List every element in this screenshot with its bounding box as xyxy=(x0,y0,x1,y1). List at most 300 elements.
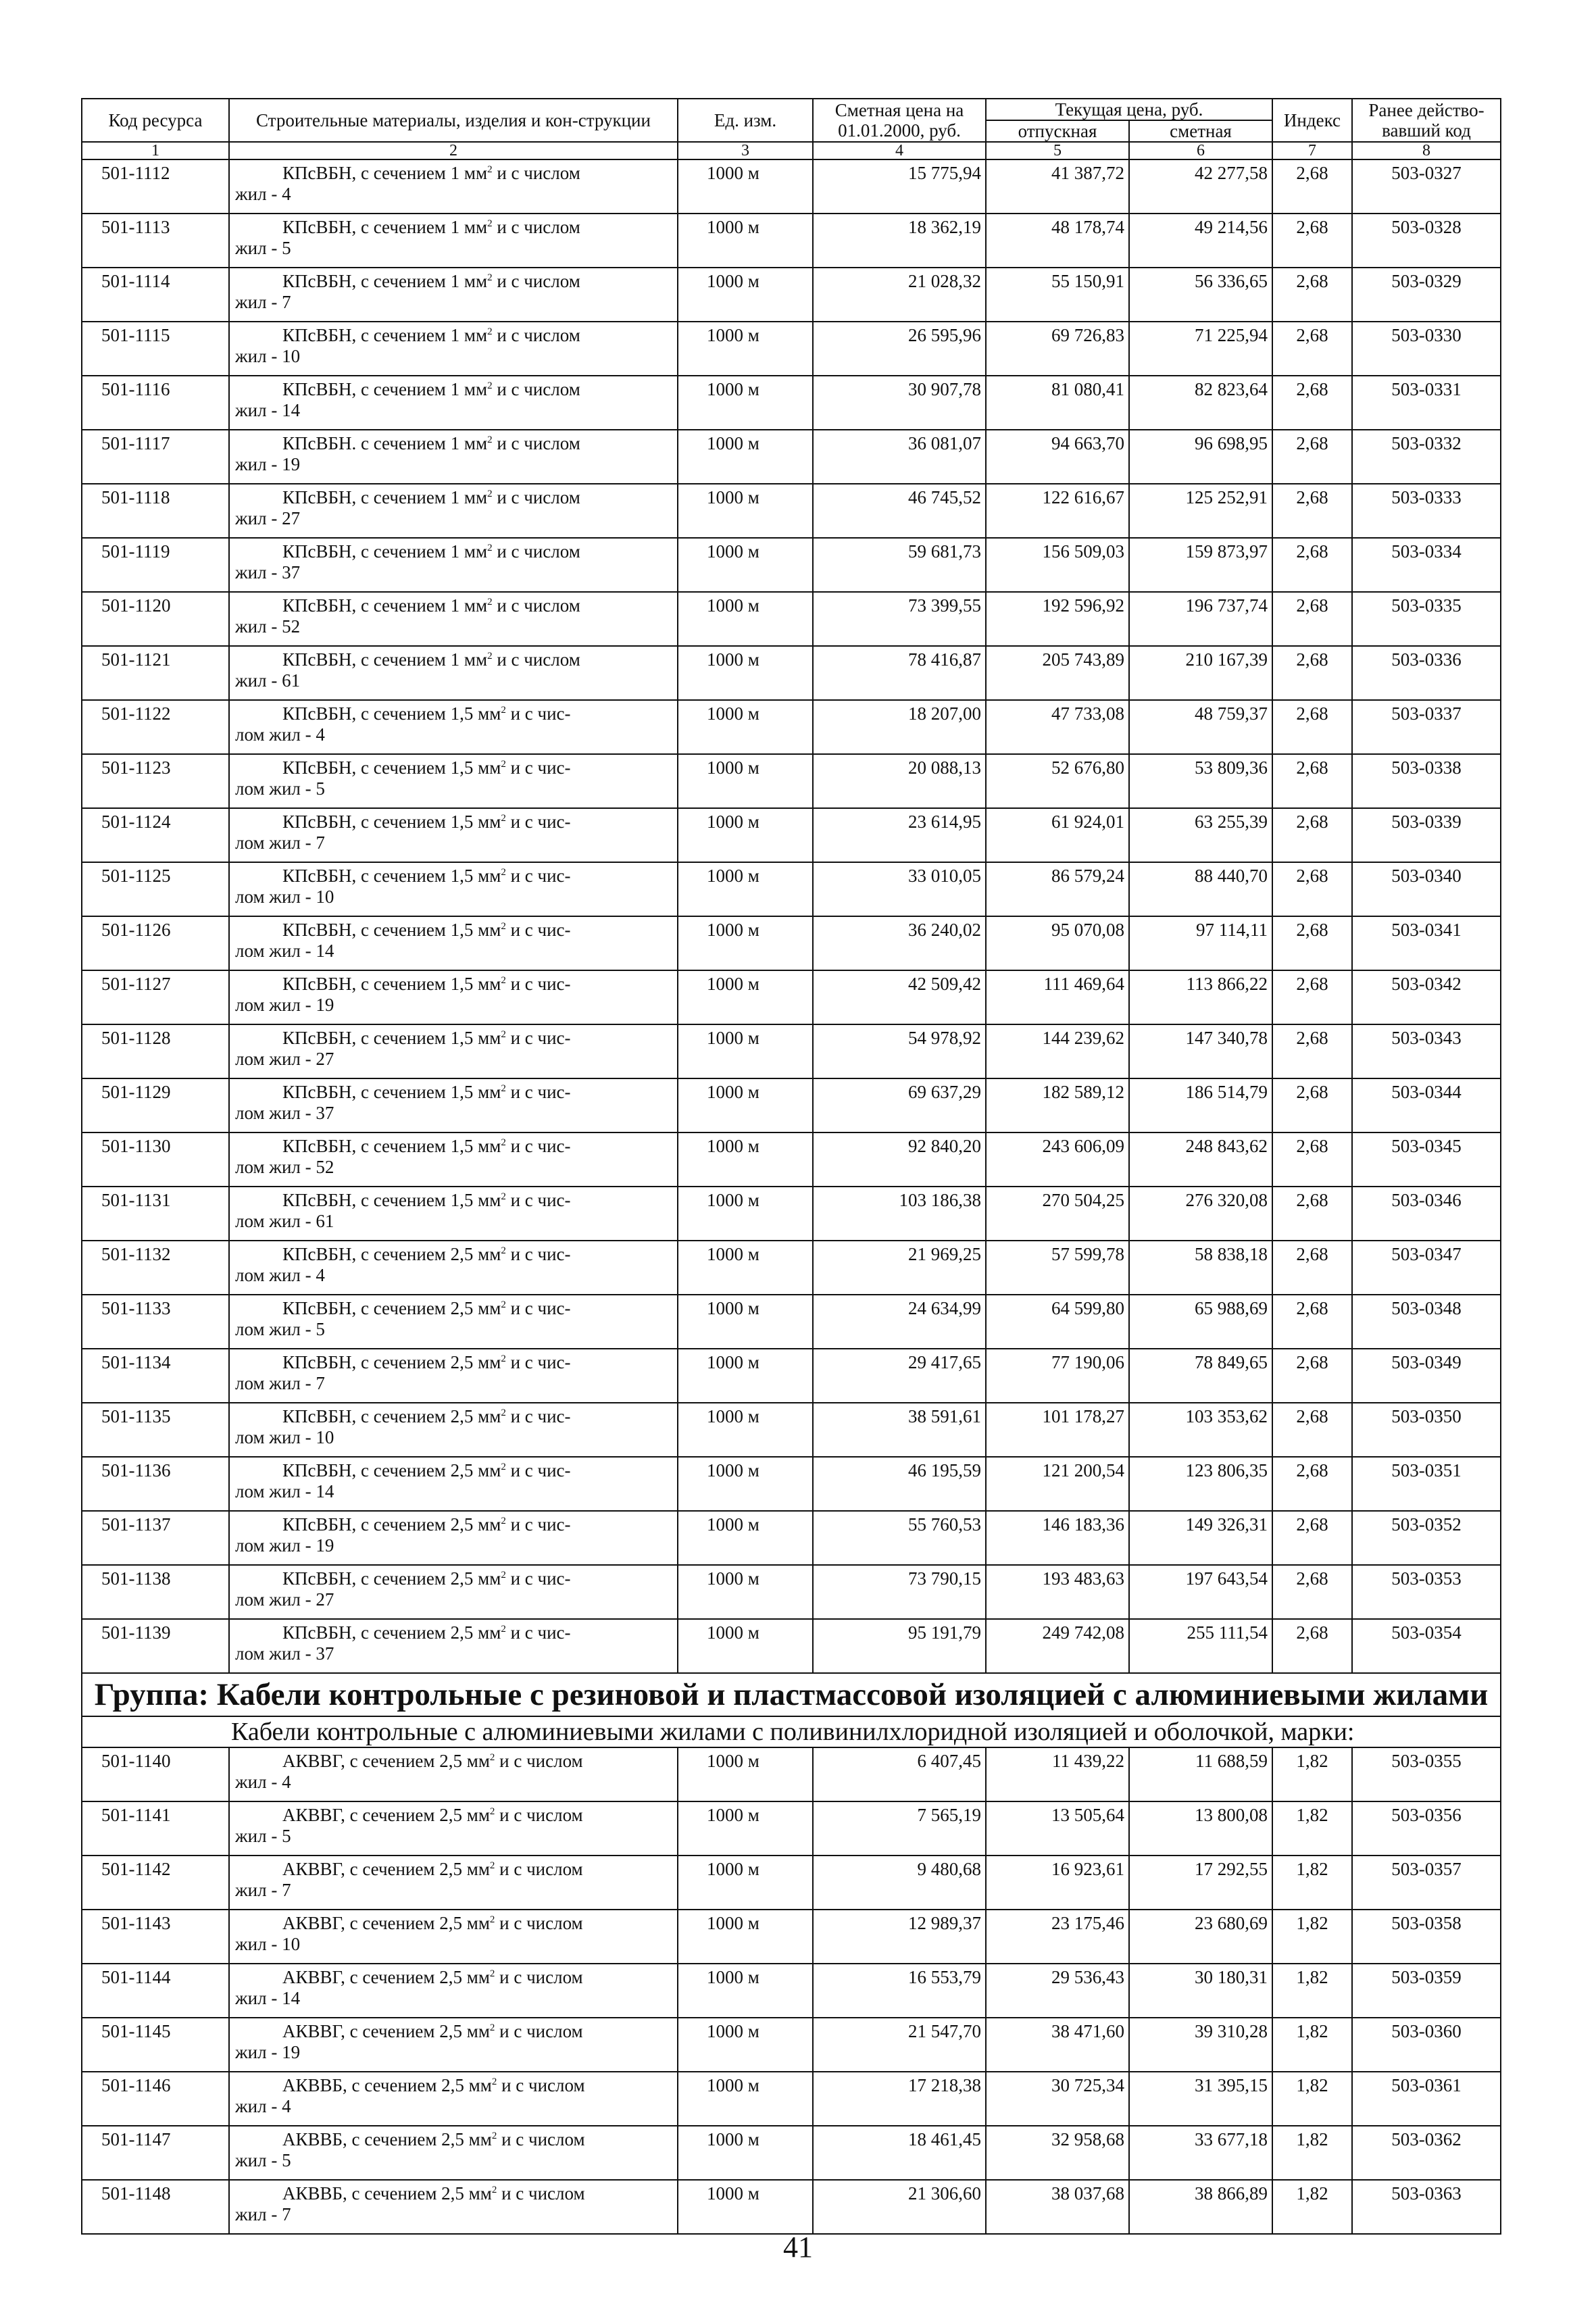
index-cell: 2,68 xyxy=(1272,862,1352,916)
material-name-line1 xyxy=(230,541,677,562)
unit-cell: 1000 м xyxy=(678,916,813,970)
material-name-line2: лом жил - 5 xyxy=(235,778,325,799)
material-name xyxy=(229,1024,678,1078)
wholesale-price-cell: 270 504,25 xyxy=(986,1187,1129,1241)
squared-superscript: 2 xyxy=(489,1860,495,1871)
material-name xyxy=(229,754,678,808)
table-row xyxy=(82,214,1501,268)
base-price-cell: 9 480,68 xyxy=(813,1856,986,1910)
table-row xyxy=(82,1078,1501,1132)
base-price-cell: 103 186,38 xyxy=(813,1187,986,1241)
wholesale-price-cell: 94 663,70 xyxy=(986,430,1129,484)
material-name xyxy=(229,2072,678,2126)
material-name-part2: и с числом xyxy=(497,2183,585,2204)
prev-code-cell: 503-0340 xyxy=(1352,862,1501,916)
resource-code: 501-1119 xyxy=(82,538,229,592)
wholesale-price-cell: 156 509,03 xyxy=(986,538,1129,592)
material-name-line2: жил - 4 xyxy=(235,2096,291,2116)
prev-code-cell: 503-0363 xyxy=(1352,2180,1501,2234)
material-name-part2: и с чис- xyxy=(505,1028,571,1048)
prev-code-cell: 503-0342 xyxy=(1352,970,1501,1024)
table-row xyxy=(82,1295,1501,1349)
material-name-line2: лом жил - 7 xyxy=(235,832,325,853)
material-name-line2: жил - 27 xyxy=(235,508,301,528)
table-row xyxy=(82,592,1501,646)
material-name-part1: КПсВБН, с сечением 2,5 мм xyxy=(282,1460,501,1480)
prev-code-cell: 503-0327 xyxy=(1352,159,1501,214)
material-name-part1: КПсВБН, с сечением 1,5 мм xyxy=(282,974,501,994)
wholesale-price-cell: 69 726,83 xyxy=(986,322,1129,376)
material-name-line1 xyxy=(230,271,677,292)
base-price-cell: 21 969,25 xyxy=(813,1241,986,1295)
material-name-part2: и с числом xyxy=(492,163,580,183)
material-name-part2: и с числом xyxy=(492,379,580,399)
resource-code: 501-1144 xyxy=(82,1964,229,2018)
index-cell: 2,68 xyxy=(1272,430,1352,484)
estimate-price-cell: 39 310,28 xyxy=(1129,2018,1272,2072)
material-name-part1: АКВВБ, с сечением 2,5 мм xyxy=(282,2075,492,2095)
table-row xyxy=(82,646,1501,700)
material-name-line2: лом жил - 4 xyxy=(235,724,325,745)
unit-cell: 1000 м xyxy=(678,700,813,754)
estimate-price-cell: 13 800,08 xyxy=(1129,1801,1272,1856)
table-row xyxy=(82,484,1501,538)
table-row xyxy=(82,1747,1501,1801)
material-name-part1: АКВВГ, с сечением 2,5 мм xyxy=(282,1751,490,1771)
material-name-part1: АКВВГ, с сечением 2,5 мм xyxy=(282,1859,490,1879)
squared-superscript: 2 xyxy=(487,543,493,553)
index-cell: 1,82 xyxy=(1272,2018,1352,2072)
material-name-line1 xyxy=(230,1805,677,1826)
material-name xyxy=(229,1856,678,1910)
unit-cell: 1000 м xyxy=(678,2180,813,2234)
index-cell: 2,68 xyxy=(1272,1241,1352,1295)
base-price-cell: 73 399,55 xyxy=(813,592,986,646)
base-price-cell: 24 634,99 xyxy=(813,1295,986,1349)
material-name-part2: и с числом xyxy=(492,541,580,562)
material-name-line2: жил - 5 xyxy=(235,1826,291,1846)
material-name-part2: и с числом xyxy=(492,217,580,237)
wholesale-price-cell: 81 080,41 xyxy=(986,376,1129,430)
column-number: 3 xyxy=(678,142,813,159)
header-index: Индекс xyxy=(1272,99,1352,142)
squared-superscript: 2 xyxy=(501,705,506,716)
table-row xyxy=(82,862,1501,916)
table-row xyxy=(82,159,1501,214)
table-row xyxy=(82,1349,1501,1403)
index-cell: 2,68 xyxy=(1272,268,1352,322)
resource-code: 501-1122 xyxy=(82,700,229,754)
squared-superscript: 2 xyxy=(501,813,506,824)
material-name xyxy=(229,1078,678,1132)
estimate-price-cell: 96 698,95 xyxy=(1129,430,1272,484)
squared-superscript: 2 xyxy=(501,1245,506,1256)
estimate-price-cell: 11 688,59 xyxy=(1129,1747,1272,1801)
prev-code-cell: 503-0341 xyxy=(1352,916,1501,970)
index-cell: 2,68 xyxy=(1272,1565,1352,1619)
material-name-part1: КПсВБН, с сечением 1,5 мм xyxy=(282,1136,501,1156)
index-cell: 2,68 xyxy=(1272,592,1352,646)
material-name-part1: КПсВБН, с сечением 1,5 мм xyxy=(282,703,501,724)
index-cell: 2,68 xyxy=(1272,484,1352,538)
base-price-cell: 33 010,05 xyxy=(813,862,986,916)
table-row xyxy=(82,1132,1501,1187)
index-cell: 1,82 xyxy=(1272,2126,1352,2180)
material-name-line1 xyxy=(230,974,677,995)
unit-cell: 1000 м xyxy=(678,970,813,1024)
material-name xyxy=(229,1403,678,1457)
squared-superscript: 2 xyxy=(487,434,493,445)
estimate-price-cell: 113 866,22 xyxy=(1129,970,1272,1024)
resource-code: 501-1125 xyxy=(82,862,229,916)
material-name-line1 xyxy=(230,595,677,616)
material-name-part2: и с чис- xyxy=(505,1622,571,1643)
squared-superscript: 2 xyxy=(487,218,493,229)
material-name-part2: и с чис- xyxy=(505,1352,571,1372)
estimate-price-cell: 159 873,97 xyxy=(1129,538,1272,592)
table-row xyxy=(82,700,1501,754)
material-name-line1 xyxy=(230,1913,677,1934)
material-name-line2: жил - 4 xyxy=(235,1772,291,1792)
prev-code-cell: 503-0328 xyxy=(1352,214,1501,268)
unit-cell: 1000 м xyxy=(678,322,813,376)
material-name-line2: жил - 7 xyxy=(235,1880,291,1900)
unit-cell: 1000 м xyxy=(678,484,813,538)
unit-cell: 1000 м xyxy=(678,214,813,268)
table-header xyxy=(82,99,1501,159)
resource-code: 501-1147 xyxy=(82,2126,229,2180)
wholesale-price-cell: 144 239,62 xyxy=(986,1024,1129,1078)
material-name-line2: лом жил - 10 xyxy=(235,1427,334,1447)
base-price-cell: 36 081,07 xyxy=(813,430,986,484)
material-name xyxy=(229,484,678,538)
base-price-cell: 92 840,20 xyxy=(813,1132,986,1187)
prev-code-cell: 503-0353 xyxy=(1352,1565,1501,1619)
index-cell: 1,82 xyxy=(1272,1964,1352,2018)
unit-cell: 1000 м xyxy=(678,430,813,484)
base-price-cell: 78 416,87 xyxy=(813,646,986,700)
material-name xyxy=(229,1349,678,1403)
index-cell: 2,68 xyxy=(1272,1349,1352,1403)
base-price-cell: 30 907,78 xyxy=(813,376,986,430)
material-name-line2: жил - 7 xyxy=(235,2204,291,2224)
prev-code-cell: 503-0348 xyxy=(1352,1295,1501,1349)
material-name-part2: и с чис- xyxy=(505,1136,571,1156)
material-name-line1 xyxy=(230,163,677,184)
estimate-price-cell: 186 514,79 xyxy=(1129,1078,1272,1132)
wholesale-price-cell: 52 676,80 xyxy=(986,754,1129,808)
material-name-part2: и с числом xyxy=(495,1859,583,1879)
material-name-part2: и с чис- xyxy=(505,974,571,994)
estimate-price-cell: 125 252,91 xyxy=(1129,484,1272,538)
resource-code: 501-1130 xyxy=(82,1132,229,1187)
header-wholesale: отпускная xyxy=(986,120,1129,142)
prev-code-cell: 503-0359 xyxy=(1352,1964,1501,2018)
resource-code: 501-1145 xyxy=(82,2018,229,2072)
material-name-line1 xyxy=(230,1406,677,1427)
base-price-cell: 46 195,59 xyxy=(813,1457,986,1511)
material-name-line2: лом жил - 14 xyxy=(235,941,334,961)
material-name-line2: жил - 37 xyxy=(235,562,301,582)
material-name-part2: и с числом xyxy=(492,433,580,453)
estimate-price-cell: 276 320,08 xyxy=(1129,1187,1272,1241)
unit-cell: 1000 м xyxy=(678,1403,813,1457)
resource-code: 501-1131 xyxy=(82,1187,229,1241)
wholesale-price-cell: 41 387,72 xyxy=(986,159,1129,214)
squared-superscript: 2 xyxy=(501,1462,506,1472)
material-name-part2: и с числом xyxy=(492,649,580,670)
base-price-cell: 73 790,15 xyxy=(813,1565,986,1619)
material-name-part2: и с чис- xyxy=(505,703,571,724)
material-name-line2: жил - 52 xyxy=(235,616,301,637)
unit-cell: 1000 м xyxy=(678,1565,813,1619)
material-name-line2: лом жил - 61 xyxy=(235,1211,334,1231)
column-number: 4 xyxy=(813,142,986,159)
squared-superscript: 2 xyxy=(487,380,493,391)
wholesale-price-cell: 47 733,08 xyxy=(986,700,1129,754)
material-name-line2: лом жил - 4 xyxy=(235,1265,325,1285)
base-price-cell: 15 775,94 xyxy=(813,159,986,214)
resource-code: 501-1113 xyxy=(82,214,229,268)
index-cell: 2,68 xyxy=(1272,1511,1352,1565)
material-name-part2: и с чис- xyxy=(505,866,571,886)
index-cell: 2,68 xyxy=(1272,322,1352,376)
material-name-line2: жил - 19 xyxy=(235,2042,301,2062)
base-price-cell: 12 989,37 xyxy=(813,1910,986,1964)
estimate-price-cell: 38 866,89 xyxy=(1129,2180,1272,2234)
material-name-part2: и с числом xyxy=(492,487,580,507)
material-name-line2: жил - 4 xyxy=(235,184,291,204)
base-price-cell: 18 207,00 xyxy=(813,700,986,754)
prev-code-cell: 503-0331 xyxy=(1352,376,1501,430)
prev-code-cell: 503-0345 xyxy=(1352,1132,1501,1187)
material-name-line1 xyxy=(230,1352,677,1373)
material-name-part1: КПсВБН, с сечением 2,5 мм xyxy=(282,1352,501,1372)
unit-cell: 1000 м xyxy=(678,862,813,916)
table-row xyxy=(82,268,1501,322)
material-name-part2: и с числом xyxy=(495,1805,583,1825)
resource-code: 501-1136 xyxy=(82,1457,229,1511)
prev-code-cell: 503-0333 xyxy=(1352,484,1501,538)
resource-code: 501-1123 xyxy=(82,754,229,808)
material-name-part1: КПсВБН, с сечением 1,5 мм xyxy=(282,757,501,778)
wholesale-price-cell: 29 536,43 xyxy=(986,1964,1129,2018)
squared-superscript: 2 xyxy=(501,1408,506,1418)
index-cell: 2,68 xyxy=(1272,1403,1352,1457)
squared-superscript: 2 xyxy=(501,867,506,878)
index-cell: 2,68 xyxy=(1272,970,1352,1024)
estimate-price-cell: 53 809,36 xyxy=(1129,754,1272,808)
squared-superscript: 2 xyxy=(501,975,506,986)
material-name-part2: и с чис- xyxy=(505,1568,571,1589)
header-code: Код ресурса xyxy=(82,99,229,142)
table-row xyxy=(82,808,1501,862)
base-price-cell: 18 461,45 xyxy=(813,2126,986,2180)
prev-code-cell: 503-0362 xyxy=(1352,2126,1501,2180)
material-name-line1 xyxy=(230,1460,677,1481)
estimate-price-cell: 248 843,62 xyxy=(1129,1132,1272,1187)
estimate-price-cell: 42 277,58 xyxy=(1129,159,1272,214)
material-name-line1 xyxy=(230,433,677,454)
wholesale-price-cell: 61 924,01 xyxy=(986,808,1129,862)
resource-code: 501-1121 xyxy=(82,646,229,700)
table-row xyxy=(82,430,1501,484)
material-name xyxy=(229,1964,678,2018)
index-cell: 2,68 xyxy=(1272,1078,1352,1132)
material-name-part1: КПсВБН, с сечением 2,5 мм xyxy=(282,1298,501,1318)
material-name-line2: жил - 5 xyxy=(235,238,291,258)
wholesale-price-cell: 182 589,12 xyxy=(986,1078,1129,1132)
material-name xyxy=(229,376,678,430)
base-price-cell: 46 745,52 xyxy=(813,484,986,538)
material-name-part1: КПсВБН, с сечением 1,5 мм xyxy=(282,1082,501,1102)
material-name xyxy=(229,1457,678,1511)
resource-code: 501-1115 xyxy=(82,322,229,376)
resource-code: 501-1148 xyxy=(82,2180,229,2234)
prev-code-cell: 503-0351 xyxy=(1352,1457,1501,1511)
column-number: 6 xyxy=(1129,142,1272,159)
squared-superscript: 2 xyxy=(501,1029,506,1040)
prev-code-cell: 503-0347 xyxy=(1352,1241,1501,1295)
prev-code-cell: 503-0360 xyxy=(1352,2018,1501,2072)
estimate-price-cell: 149 326,31 xyxy=(1129,1511,1272,1565)
page-number: 41 xyxy=(783,2231,813,2264)
table-row xyxy=(82,1619,1501,1673)
material-name xyxy=(229,214,678,268)
resource-code: 501-1128 xyxy=(82,1024,229,1078)
index-cell: 2,68 xyxy=(1272,1132,1352,1187)
prev-code-cell: 503-0338 xyxy=(1352,754,1501,808)
material-name-part2: и с числом xyxy=(495,2021,583,2041)
prev-code-cell: 503-0361 xyxy=(1352,2072,1501,2126)
wholesale-price-cell: 30 725,34 xyxy=(986,2072,1129,2126)
table-row xyxy=(82,322,1501,376)
index-cell: 1,82 xyxy=(1272,1910,1352,1964)
table-row xyxy=(82,1024,1501,1078)
table-row xyxy=(82,970,1501,1024)
material-name-part1: КПсВБН, с сечением 1 мм xyxy=(282,163,488,183)
base-price-cell: 18 362,19 xyxy=(813,214,986,268)
wholesale-price-cell: 38 037,68 xyxy=(986,2180,1129,2234)
wholesale-price-cell: 16 923,61 xyxy=(986,1856,1129,1910)
material-name-part2: и с числом xyxy=(495,1751,583,1771)
wholesale-price-cell: 11 439,22 xyxy=(986,1747,1129,1801)
material-name-part2: и с числом xyxy=(492,325,580,345)
material-name xyxy=(229,159,678,214)
material-name-line1 xyxy=(230,1028,677,1049)
material-name-line1 xyxy=(230,649,677,670)
header-unit: Ед. изм. xyxy=(678,99,813,142)
column-number: 8 xyxy=(1352,142,1501,159)
resource-code: 501-1132 xyxy=(82,1241,229,1295)
index-cell: 2,68 xyxy=(1272,700,1352,754)
material-name-line1 xyxy=(230,1136,677,1157)
material-name xyxy=(229,2180,678,2234)
wholesale-price-cell: 146 183,36 xyxy=(986,1511,1129,1565)
material-name-part1: КПсВБН, с сечением 1,5 мм xyxy=(282,866,501,886)
group-section xyxy=(82,1673,1501,1747)
resource-code: 501-1142 xyxy=(82,1856,229,1910)
material-name-line2: лом жил - 7 xyxy=(235,1373,325,1393)
squared-superscript: 2 xyxy=(489,1806,495,1817)
base-price-cell: 54 978,92 xyxy=(813,1024,986,1078)
index-cell: 2,68 xyxy=(1272,1024,1352,1078)
material-name-part1: АКВВБ, с сечением 2,5 мм xyxy=(282,2129,492,2149)
table-row xyxy=(82,1964,1501,2018)
unit-cell: 1000 м xyxy=(678,1132,813,1187)
header-base-price: Сметная цена на 01.01.2000, руб. xyxy=(813,99,986,142)
resource-code: 501-1127 xyxy=(82,970,229,1024)
prev-code-cell: 503-0330 xyxy=(1352,322,1501,376)
material-name xyxy=(229,430,678,484)
material-name-part1: КПсВБН, с сечением 1 мм xyxy=(282,649,488,670)
material-name-part2: и с числом xyxy=(497,2129,585,2149)
material-name-part2: и с числом xyxy=(492,595,580,616)
resource-code: 501-1114 xyxy=(82,268,229,322)
material-name xyxy=(229,2018,678,2072)
resource-code: 501-1116 xyxy=(82,376,229,430)
squared-superscript: 2 xyxy=(489,1968,495,1979)
material-name-line2: жил - 14 xyxy=(235,400,301,420)
base-price-cell: 29 417,65 xyxy=(813,1349,986,1403)
material-name xyxy=(229,1619,678,1673)
wholesale-price-cell: 243 606,09 xyxy=(986,1132,1129,1187)
wholesale-price-cell: 48 178,74 xyxy=(986,214,1129,268)
wholesale-price-cell: 38 471,60 xyxy=(986,2018,1129,2072)
prev-code-cell: 503-0339 xyxy=(1352,808,1501,862)
estimate-price-cell: 88 440,70 xyxy=(1129,862,1272,916)
estimate-price-cell: 30 180,31 xyxy=(1129,1964,1272,2018)
base-price-cell: 69 637,29 xyxy=(813,1078,986,1132)
base-price-cell: 38 591,61 xyxy=(813,1403,986,1457)
estimate-price-cell: 23 680,69 xyxy=(1129,1910,1272,1964)
material-name-part2: и с чис- xyxy=(505,920,571,940)
material-name-part1: КПсВБН, с сечением 1,5 мм xyxy=(282,1190,501,1210)
table-row xyxy=(82,1910,1501,1964)
base-price-cell: 23 614,95 xyxy=(813,808,986,862)
index-cell: 2,68 xyxy=(1272,159,1352,214)
squared-superscript: 2 xyxy=(491,2131,497,2141)
unit-cell: 1000 м xyxy=(678,808,813,862)
unit-cell: 1000 м xyxy=(678,1910,813,1964)
unit-cell: 1000 м xyxy=(678,1187,813,1241)
wholesale-price-cell: 86 579,24 xyxy=(986,862,1129,916)
resource-code: 501-1143 xyxy=(82,1910,229,1964)
header-name: Строительные материалы, изделия и кон-струкции xyxy=(229,99,678,142)
base-price-cell: 16 553,79 xyxy=(813,1964,986,2018)
index-cell: 2,68 xyxy=(1272,1295,1352,1349)
wholesale-price-cell: 205 743,89 xyxy=(986,646,1129,700)
squared-superscript: 2 xyxy=(501,1191,506,1202)
unit-cell: 1000 м xyxy=(678,2126,813,2180)
material-name-line1 xyxy=(230,1751,677,1772)
material-name-part1: АКВВГ, с сечением 2,5 мм xyxy=(282,1913,490,1933)
table-row xyxy=(82,1565,1501,1619)
material-name-line1 xyxy=(230,2021,677,2042)
material-name-line1 xyxy=(230,1859,677,1880)
material-name-part1: КПсВБН, с сечением 1,5 мм xyxy=(282,920,501,940)
material-name-part1: КПсВБН, с сечением 1 мм xyxy=(282,325,488,345)
base-price-cell: 21 306,60 xyxy=(813,2180,986,2234)
base-price-cell: 6 407,45 xyxy=(813,1747,986,1801)
resource-code: 501-1139 xyxy=(82,1619,229,1673)
table-row xyxy=(82,1403,1501,1457)
material-name-line1 xyxy=(230,2129,677,2150)
table-row xyxy=(82,1856,1501,1910)
prev-code-cell: 503-0352 xyxy=(1352,1511,1501,1565)
squared-superscript: 2 xyxy=(491,2185,497,2195)
wholesale-price-cell: 121 200,54 xyxy=(986,1457,1129,1511)
